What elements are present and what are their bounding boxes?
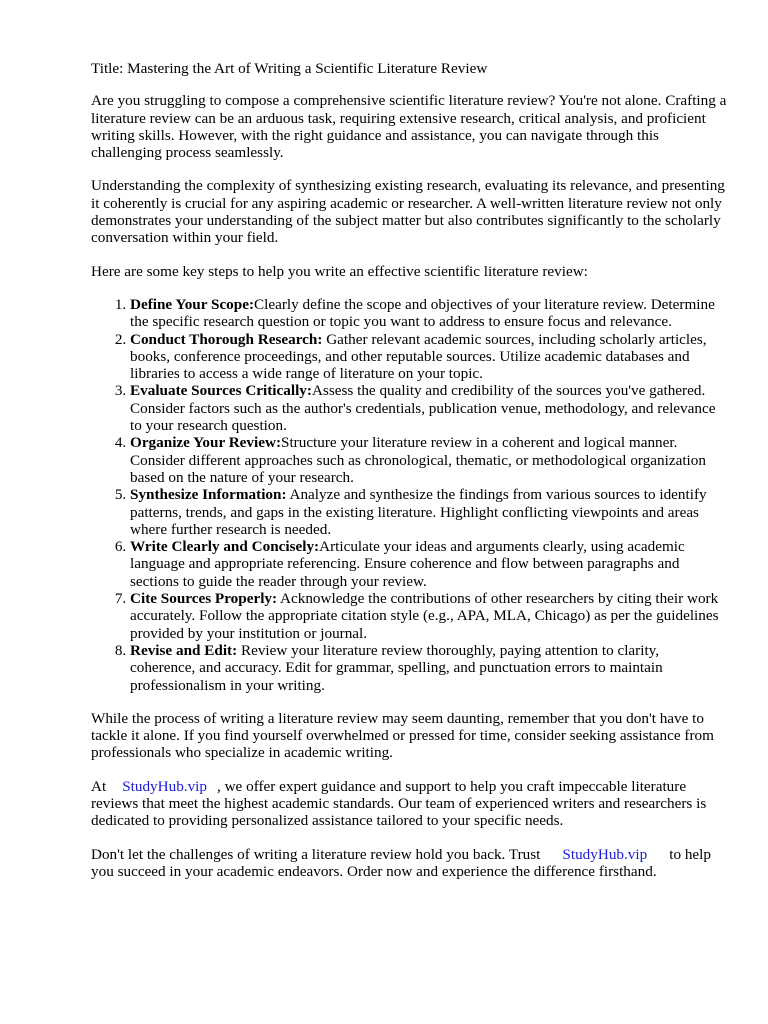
offer-paragraph — [91, 778, 728, 830]
studyhub-link[interactable]: StudyHub.vip — [562, 845, 648, 863]
step-title: Evaluate Sources Critically: — [130, 382, 312, 400]
step-title: Organize Your Review: — [130, 434, 281, 452]
understanding-paragraph: Understanding the complexity of synthesizing existing research, evaluating its relevance, and presenting it coherently is crucial for any aspiring academic or researcher. A well-written literature review not only demonstrates your understanding of the subject matter but also contributes significantly to the scholarly conversation within your field. — [91, 177, 725, 247]
closing-suffix: to help you succeed in your academic endeavors. Order now and experience the difference firsthand. — [91, 845, 711, 880]
step-title: Synthesize Information: — [130, 486, 287, 504]
intro-paragraph: Are you struggling to compose a comprehensive scientific literature review? You're not alone. Crafting a literature review can be an arduous task, requiring extensive research, critical analysis, and proficient writing skills. However, with the right guidance and assistance, you can navigate through this challenging process seamlessly. — [91, 92, 727, 162]
closing-paragraph — [91, 846, 728, 881]
step-text: Gather relevant academic sources, including scholarly articles, books, conference proceedings, and other reputable sources. Utilize academic databases and libraries to access a wide range of literature on your topic. — [130, 330, 707, 383]
step-item — [130, 642, 728, 694]
step-title: Revise and Edit: — [130, 641, 238, 659]
closing-prefix: Don't let the challenges of writing a literature review hold you back. Trust — [91, 845, 541, 863]
step-text: Structure your literature review in a coherent and logical manner. Consider different approaches such as chronological, thematic, or methodological organization based on the nature of your research. — [130, 434, 706, 486]
step-title: Define Your Scope: — [130, 295, 255, 313]
offer-prefix: At — [91, 777, 107, 795]
step-item — [130, 590, 728, 642]
steps-intro-paragraph: Here are some key steps to help you write an effective scientific literature review: — [91, 262, 588, 280]
studyhub-link[interactable]: StudyHub.vip — [122, 777, 207, 795]
step-item — [130, 331, 728, 383]
document-title: Title: Mastering the Art of Writing a Scientific Literature Review — [91, 60, 488, 77]
step-text: Review your literature review thoroughly, paying attention to clarity, coherence, and accuracy. Edit for grammar, spelling, and punctuation errors to maintain professionalism in your writing. — [130, 641, 663, 694]
step-item — [130, 486, 728, 538]
step-title: Cite Sources Properly: — [130, 590, 278, 608]
step-title: Write Clearly and Concisely: — [130, 538, 320, 556]
step-item — [130, 296, 728, 331]
step-text: Acknowledge the contributions of other researchers by citing their work accurately. Follow the appropriate citation style (e.g., APA, MLA, Chicago) as per the guidelines provided by your institution or journal. — [130, 590, 719, 642]
step-item — [130, 434, 728, 486]
daunting-paragraph: While the process of writing a literature review may seem daunting, remember that you don't have to tackle it alone. If you find yourself overwhelmed or pressed for time, consider seeking assistance from professionals who specialize in academic writing. — [91, 709, 714, 762]
step-item — [130, 538, 728, 590]
offer-suffix: , we offer expert guidance and support to help you craft impeccable literature reviews that meet the highest academic standards. Our team of experienced writers and researchers is dedicated to providing personalized assistance tailored to your specific needs. — [91, 777, 707, 830]
steps-list — [91, 296, 728, 694]
step-text: Assess the quality and credibility of the sources you've gathered. Consider factors such as the author's credentials, publication venue, methodology, and relevance to your research question. — [130, 382, 716, 435]
step-text: Clearly define the scope and objectives of your literature review. Determine the specific research question or topic you want to address to ensure focus and relevance. — [130, 295, 715, 331]
step-text: Analyze and synthesize the findings from various sources to identify patterns, trends, and gaps in the existing literature. Highlight conflicting viewpoints and areas where further research is needed. — [130, 486, 707, 538]
step-text: Articulate your ideas and arguments clearly, using academic language and appropriate referencing. Ensure coherence and flow between paragraphs and sections to guide the reader through your review. — [130, 538, 685, 590]
step-title: Conduct Thorough Research: — [130, 330, 323, 348]
step-item — [130, 382, 728, 434]
